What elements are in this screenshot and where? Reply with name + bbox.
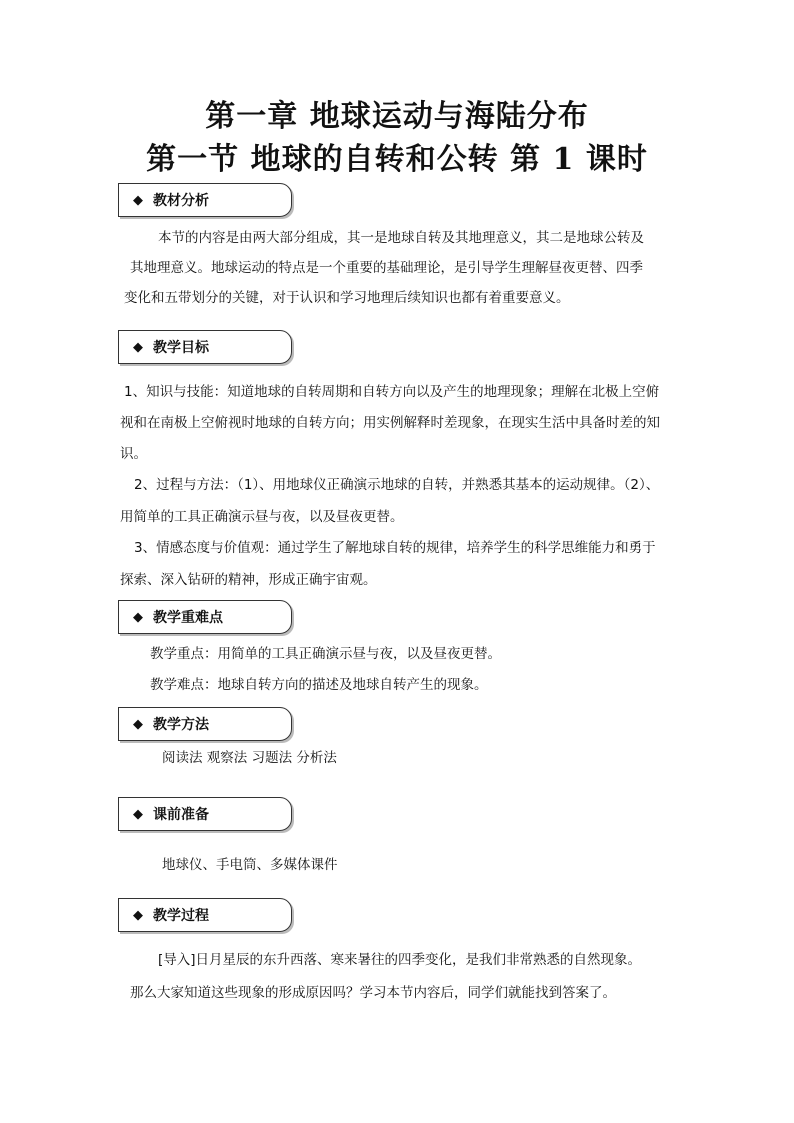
section-header-keypoints (118, 600, 292, 634)
paragraph-line: 识。 (120, 446, 147, 462)
diamond-icon: ◆ (133, 339, 143, 355)
paragraph-line: 其地理意义。地球运动的特点是一个重要的基础理论，是引导学生理解昼夜更替、四季 (130, 260, 643, 276)
diamond-icon: ◆ (133, 806, 143, 822)
diamond-icon: ◆ (133, 609, 143, 625)
paragraph-line: 用简单的工具正确演示昼与夜，以及昼夜更替。 (120, 509, 404, 525)
paragraph-line: 3、情感态度与价值观：通过学生了解地球自转的规律，培养学生的科学思维能力和勇于 (134, 540, 656, 556)
diamond-icon: ◆ (133, 192, 143, 208)
section-label: 教学重难点 (153, 610, 223, 626)
section-title: 第一节 地球的自转和公转 第 1 课时 (146, 142, 648, 177)
prep-text: 地球仪、手电筒、多媒体课件 (162, 857, 338, 873)
section-header-methods (118, 707, 292, 741)
paragraph-line: 那么大家知道这些现象的形成原因吗？学习本节内容后，同学们就能找到答案了。 (130, 985, 616, 1001)
diamond-icon: ◆ (133, 716, 143, 732)
paragraph-line: 探索、深入钻研的精神，形成正确宇宙观。 (120, 572, 377, 588)
section-header-process (118, 898, 292, 932)
paragraph-line: 视和在南极上空俯视时地球的自转方向；用实例解释时差现象，在现实生活中具备时差的知 (120, 415, 660, 431)
paragraph-line: 教学难点：地球自转方向的描述及地球自转产生的现象。 (150, 677, 488, 693)
paragraph-line: 2、过程与方法：（1）、用地球仪正确演示地球的自转，并熟悉其基本的运动规律。（2）、 (134, 477, 660, 493)
section-header-prep (118, 797, 292, 831)
paragraph-line: 变化和五带划分的关键，对于认识和学习地理后续知识也都有着重要意义。 (124, 290, 570, 306)
paragraph-line: 教学重点：用简单的工具正确演示昼与夜，以及昼夜更替。 (150, 646, 501, 662)
section-label: 教学目标 (153, 340, 209, 356)
methods-text: 阅读法 观察法 习题法 分析法 (162, 750, 337, 766)
paragraph-line: [导入]日月星辰的东升西落、寒来暑往的四季变化，是我们非常熟悉的自然现象。 (158, 952, 642, 968)
section-label: 课前准备 (153, 807, 209, 823)
section-label: 教学方法 (153, 717, 209, 733)
section-label: 教学过程 (153, 908, 209, 924)
section-header-goals (118, 330, 292, 364)
section-label: 教材分析 (153, 193, 209, 209)
diamond-icon: ◆ (133, 907, 143, 923)
paragraph-line: 本节的内容是由两大部分组成，其一是地球自转及其地理意义，其二是地球公转及 (158, 230, 644, 246)
paragraph-line: 1、知识与技能：知道地球的自转周期和自转方向以及产生的地理现象；理解在北极上空俯 (124, 384, 660, 400)
chapter-title: 第一章 地球运动与海陆分布 (205, 99, 589, 134)
section-header-analysis (118, 183, 292, 217)
